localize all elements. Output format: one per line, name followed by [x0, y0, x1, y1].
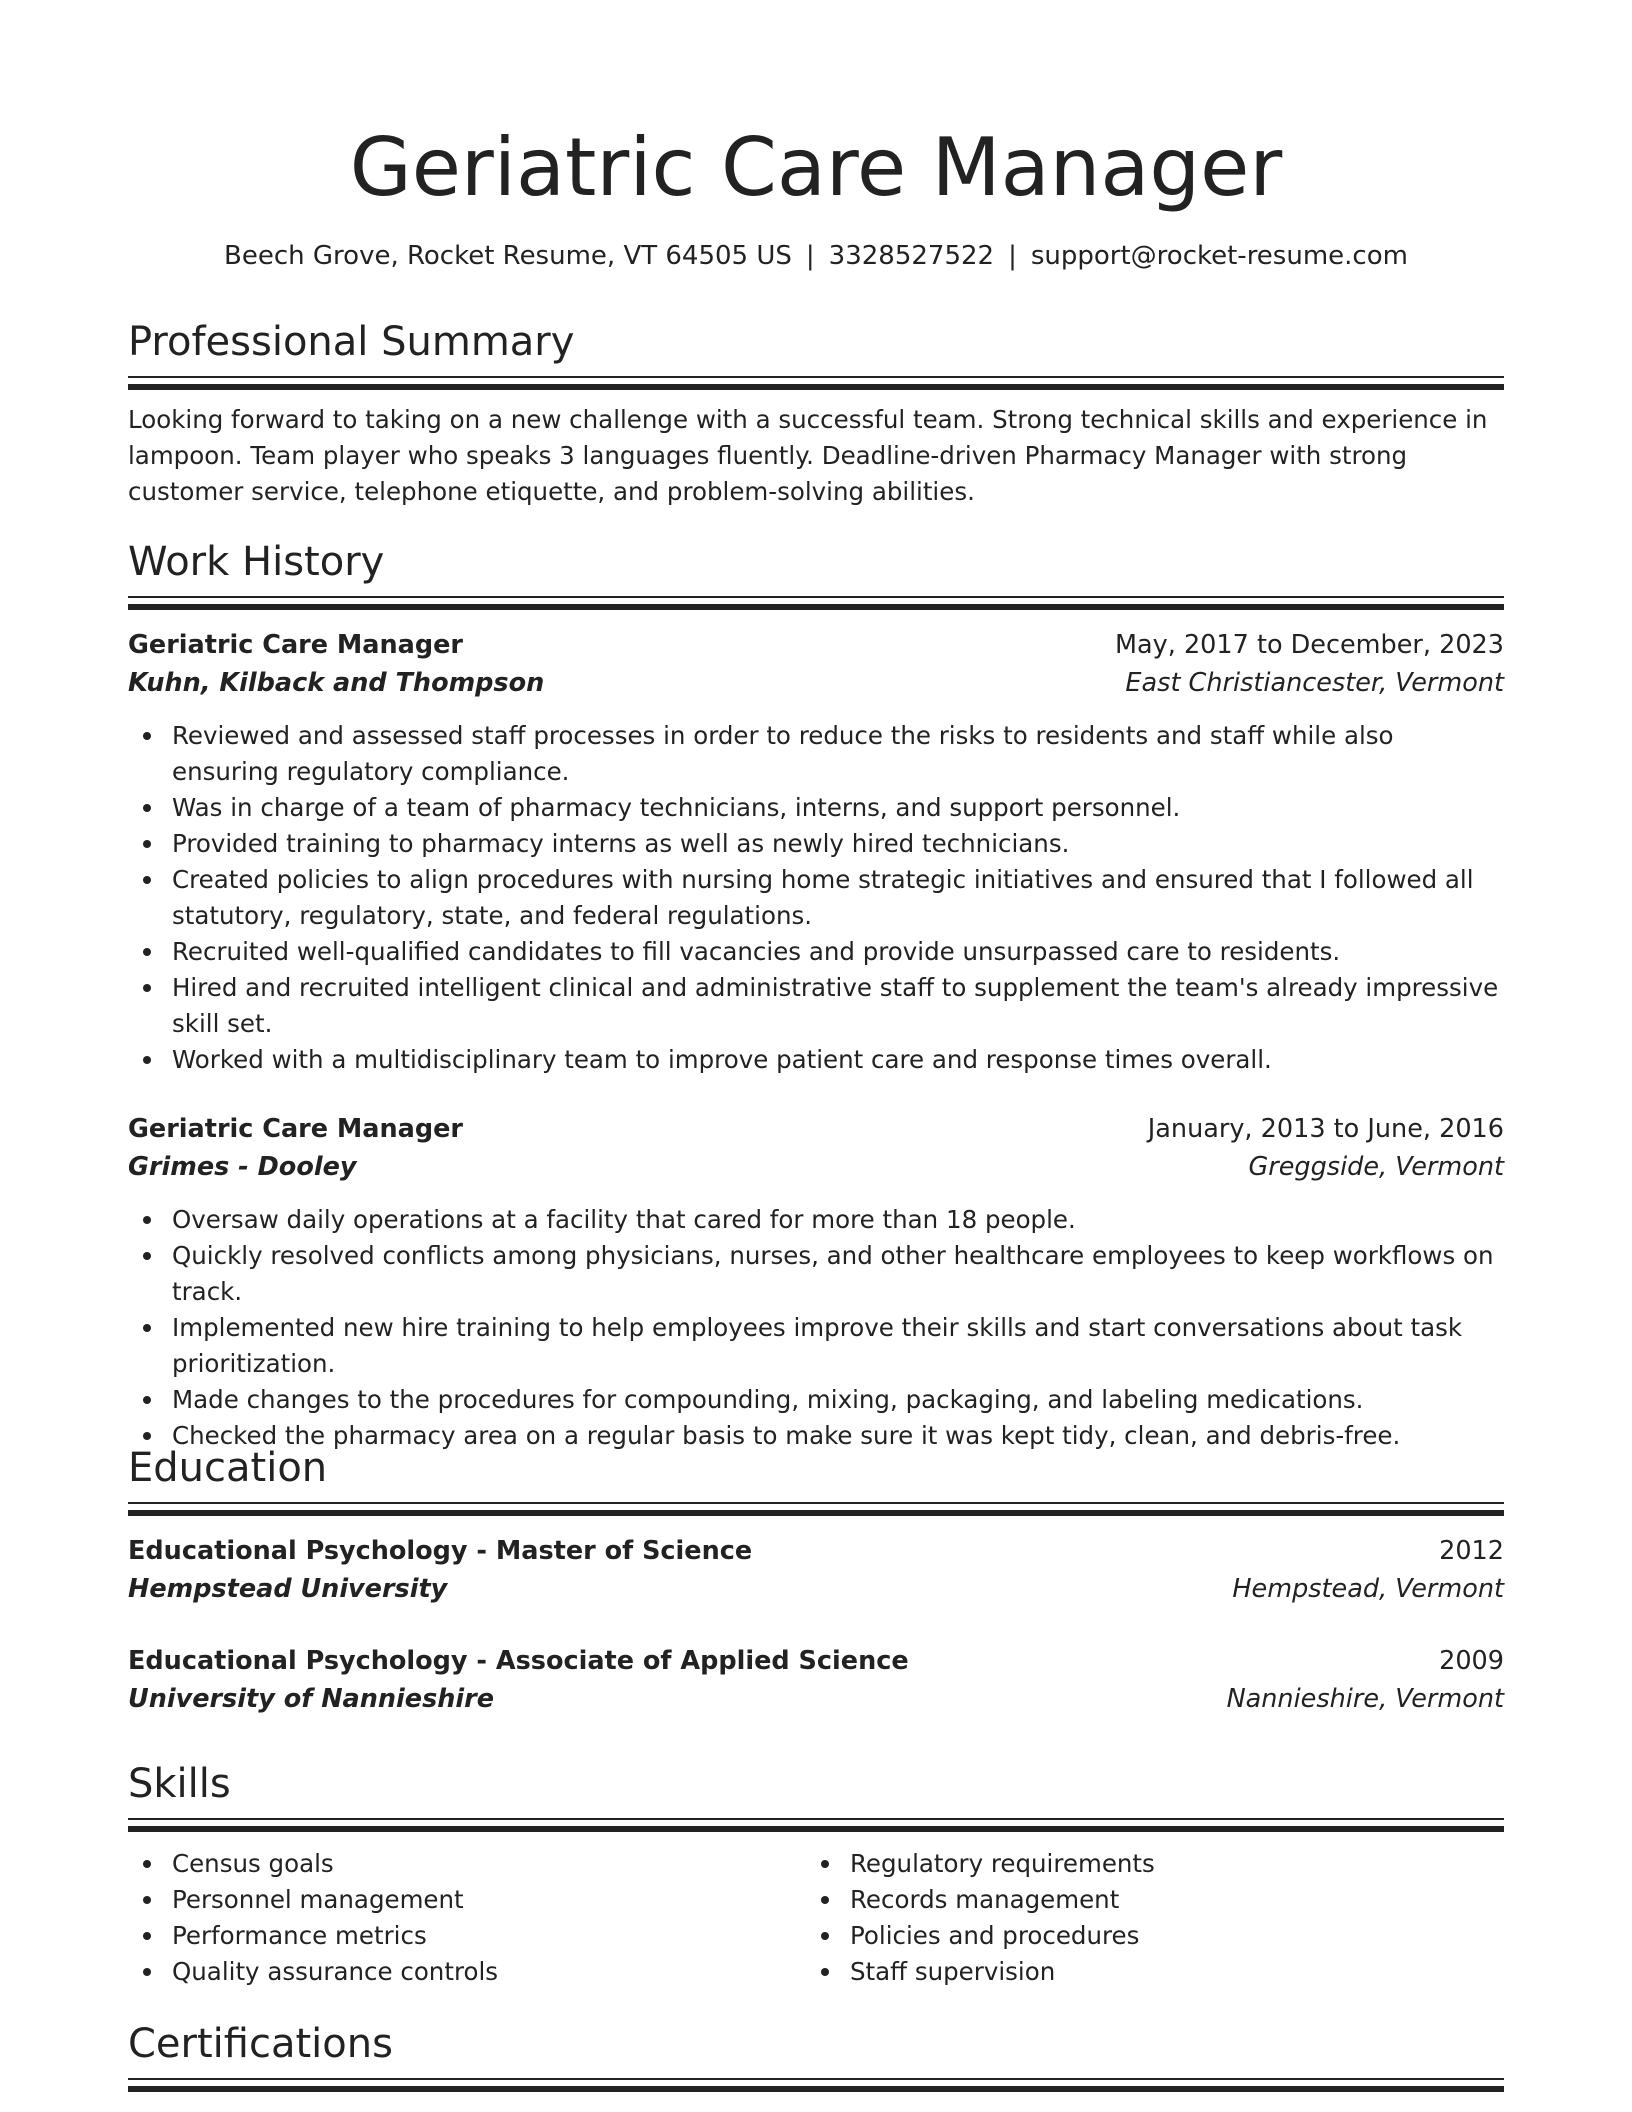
education-header — [128, 1532, 1504, 1570]
skill-item: Staff supervision — [850, 1954, 1484, 1990]
job-bullet: Quickly resolved conflicts among physicians, nurses, and other healthcare employees to keep workflows on track. — [172, 1238, 1504, 1310]
education-school: University of Nannieshire — [128, 1684, 495, 1714]
job-position: Geriatric Care Manager — [128, 630, 463, 660]
contact-separator: | — [805, 241, 815, 271]
section-divider — [128, 1818, 1504, 1820]
job-location: Greggside, Vermont — [1248, 1152, 1504, 1182]
skill-item: Records management — [850, 1882, 1484, 1918]
education-school: Hempstead University — [128, 1574, 448, 1604]
job-bullet: Oversaw daily operations at a facility that cared for more than 18 people. — [172, 1202, 1504, 1238]
education-subheader — [128, 1570, 1504, 1608]
job-bullet: Reviewed and assessed staff processes in order to reduce the risks to residents and staff while also ensuring regulatory compliance. — [172, 718, 1504, 790]
job-header — [128, 626, 1504, 664]
job-header — [128, 1110, 1504, 1148]
skill-item: Quality assurance controls — [172, 1954, 806, 1990]
job-bullet-list — [128, 1202, 1504, 1454]
section-divider — [128, 596, 1504, 598]
skills-list-right — [806, 1846, 1484, 1990]
section-divider — [128, 376, 1504, 378]
job-bullet: Hired and recruited intelligent clinical and administrative staff to supplement the team's already impressive skill set. — [172, 970, 1504, 1042]
education-subheader — [128, 1680, 1504, 1718]
contact-address: Beech Grove, Rocket Resume, VT 64505 US — [224, 241, 792, 271]
job-location: East Christiancester, Vermont — [1125, 668, 1504, 698]
section-title-certifications: Certifications — [128, 2021, 393, 2067]
education-header — [128, 1642, 1504, 1680]
job-bullet-list — [128, 718, 1504, 1078]
skill-item: Personnel management — [172, 1882, 806, 1918]
skill-item: Policies and procedures — [850, 1918, 1484, 1954]
section-title-summary: Professional Summary — [128, 319, 575, 365]
skill-item: Performance metrics — [172, 1918, 806, 1954]
contact-line — [128, 238, 1504, 274]
section-divider — [128, 1502, 1504, 1504]
summary-text: Looking forward to taking on a new challenge with a successful team. Strong technical skills and experience in lampoon. Team player who speaks 3 languages fluently. Deadline-driven Pharmacy Manager with strong customer service, telephone etiquette, and problem-solving abilities. — [128, 405, 1488, 506]
job-bullet: Worked with a multidisciplinary team to improve patient care and response times overall. — [172, 1042, 1504, 1078]
job-bullet: Made changes to the procedures for compounding, mixing, packaging, and labeling medications. — [172, 1382, 1504, 1418]
job-dates: January, 2013 to June, 2016 — [1147, 1114, 1504, 1144]
education-location: Nannieshire, Vermont — [1226, 1684, 1504, 1714]
job-company: Kuhn, Kilback and Thompson — [128, 668, 545, 698]
job-bullet: Checked the pharmacy area on a regular basis to make sure it was kept tidy, clean, and debris-free. — [172, 1418, 1504, 1454]
section-title-work-history: Work History — [128, 539, 385, 585]
education-year: 2012 — [1439, 1536, 1504, 1566]
job-company: Grimes - Dooley — [128, 1152, 357, 1182]
education-degree: Educational Psychology - Associate of Applied Science — [128, 1646, 909, 1676]
job-bullet: Recruited well-qualified candidates to fill vacancies and provide unsurpassed care to residents. — [172, 934, 1504, 970]
job-bullet: Created policies to align procedures with nursing home strategic initiatives and ensured that I followed all statutory, regulatory, state, and federal regulations. — [172, 862, 1504, 934]
job-bullet: Provided training to pharmacy interns as well as newly hired technicians. — [172, 826, 1504, 862]
job-position: Geriatric Care Manager — [128, 1114, 463, 1144]
education-year: 2009 — [1439, 1646, 1504, 1676]
education-location: Hempstead, Vermont — [1232, 1574, 1504, 1604]
job-dates: May, 2017 to December, 2023 — [1115, 630, 1504, 660]
job-subheader — [128, 1148, 1504, 1186]
section-title-skills: Skills — [128, 1761, 231, 1807]
skill-item: Regulatory requirements — [850, 1846, 1484, 1882]
education-degree: Educational Psychology - Master of Science — [128, 1536, 753, 1566]
contact-email[interactable]: support@rocket-resume.com — [1030, 241, 1408, 271]
section-title-education: Education — [128, 1445, 328, 1491]
contact-separator: | — [1008, 241, 1017, 271]
job-bullet: Was in charge of a team of pharmacy technicians, interns, and support personnel. — [172, 790, 1504, 826]
resume-name: Geriatric Care Manager — [349, 121, 1283, 214]
contact-phone: 3328527522 — [828, 241, 995, 271]
skills-list-left — [128, 1846, 806, 1990]
job-bullet: Implemented new hire training to help employees improve their skills and start conversations about task prioritization. — [172, 1310, 1504, 1382]
skill-item: Census goals — [172, 1846, 806, 1882]
job-subheader — [128, 664, 1504, 702]
section-divider — [128, 2078, 1504, 2080]
